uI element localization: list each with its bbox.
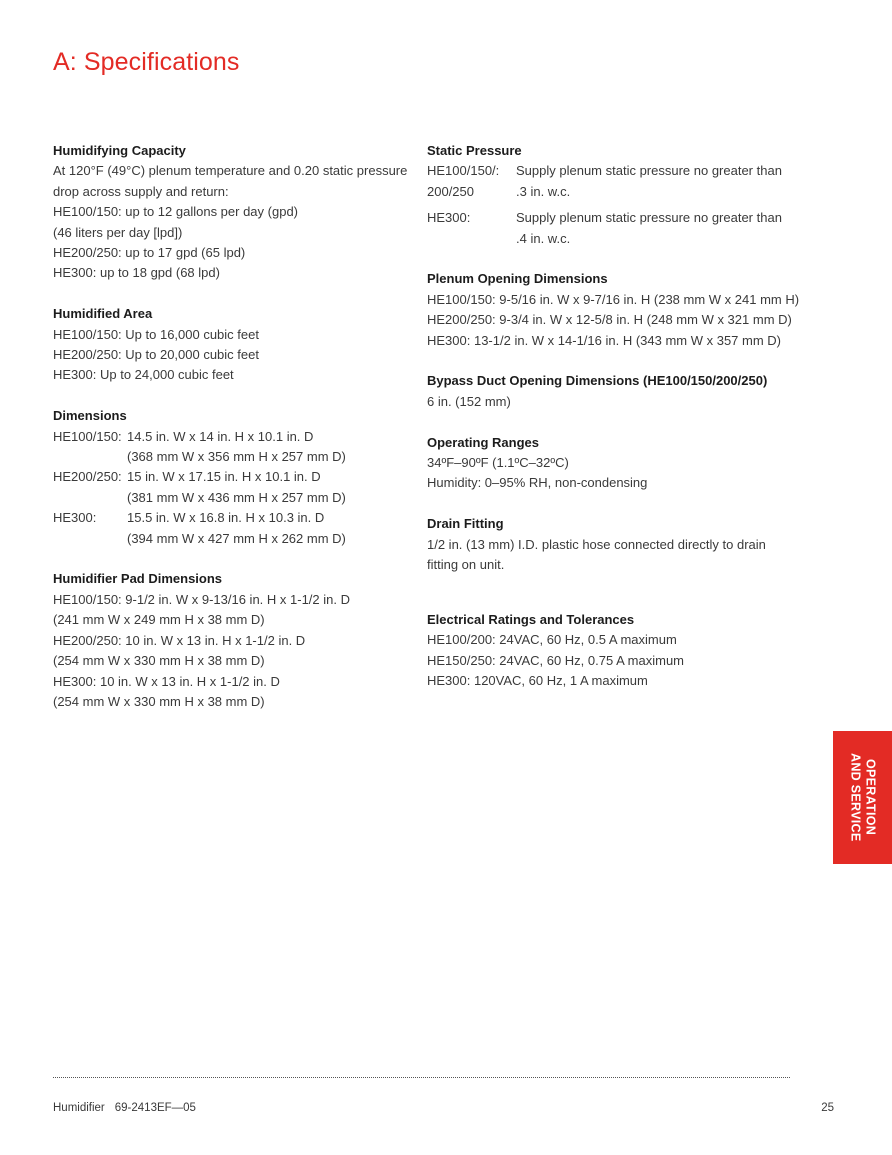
spec-line: At 120°F (49°C) plenum temperature and 0.20 static pressure <box>53 163 408 179</box>
spec-line: HE300: Up to 24,000 cubic feet <box>53 367 234 383</box>
section-heading: Humidified Area <box>53 306 153 322</box>
model-label: HE100/150: <box>53 428 122 444</box>
section-heading: Electrical Ratings and Tolerances <box>427 611 635 627</box>
section-heading: Dimensions <box>53 408 127 424</box>
spec-line: fitting on unit. <box>427 557 505 573</box>
spec-line: HE200/250: 10 in. W x 13 in. H x 1-1/2 in. D <box>53 632 306 648</box>
spec-line: drop across supply and return: <box>53 183 229 199</box>
footer-doc-number: 69-2413EF—05 <box>114 1102 196 1114</box>
spec-line: HE100/150: up to 12 gallons per day (gpd) <box>53 204 299 220</box>
footer-doc-info <box>53 1102 196 1114</box>
spec-value: Supply plenum static pressure no greater than .4 in. w.c. <box>516 210 782 246</box>
spec-line: HE100/200: 24VAC, 60 Hz, 0.5 A maximum <box>427 632 677 648</box>
spec-line: 1/2 in. (13 mm) I.D. plastic hose connected directly to drain <box>427 536 766 552</box>
side-tab-label <box>848 753 878 842</box>
plenum-opening-section <box>427 269 827 351</box>
model-label: HE300: <box>53 510 97 526</box>
spec-line: HE200/250: 9-3/4 in. W x 12-5/8 in. H (248 mm W x 321 mm D) <box>427 312 792 328</box>
spec-line: 14.5 in. W x 14 in. H x 10.1 in. D <box>127 428 314 444</box>
section-heading: Humidifying Capacity <box>53 143 186 158</box>
spec-line: 34ºF–90ºF (1.1ºC–32ºC) <box>427 455 569 471</box>
left-column <box>53 141 423 733</box>
spec-line: HE300: 10 in. W x 13 in. H x 1-1/2 in. D <box>53 673 280 689</box>
spec-line: (254 mm W x 330 mm H x 38 mm D) <box>53 693 265 709</box>
spec-line: (368 mm W x 356 mm H x 257 mm D) <box>127 449 346 465</box>
side-tab-line: OPERATION <box>863 759 878 836</box>
bypass-duct-section <box>427 371 827 412</box>
spec-line: (241 mm W x 249 mm H x 38 mm D) <box>53 612 265 628</box>
spec-line: (46 liters per day [lpd]) <box>53 224 183 240</box>
section-heading: Operating Ranges <box>427 434 539 450</box>
spec-value: Supply plenum static pressure no greater than .3 in. w.c. <box>516 163 782 199</box>
static-pressure-section <box>427 141 827 249</box>
spec-line: 6 in. (152 mm) <box>427 393 511 409</box>
spec-line: (254 mm W x 330 mm H x 38 mm D) <box>53 653 265 669</box>
humidified-area-section <box>53 304 423 386</box>
model-label: HE100/150/: <box>427 163 500 179</box>
section-heading: Plenum Opening Dimensions <box>427 271 608 287</box>
static-pressure-row <box>427 208 827 249</box>
spec-line: HE200/250: Up to 20,000 cubic feet <box>53 347 259 363</box>
section-heading: Static Pressure <box>427 143 522 158</box>
dimension-row <box>53 508 423 549</box>
static-pressure-row <box>427 161 827 202</box>
drain-fitting-section <box>427 514 827 575</box>
footer-product: Humidifier <box>53 1102 105 1114</box>
spec-line: Humidity: 0–95% RH, non-condensing <box>427 475 648 491</box>
model-label: HE300: <box>427 210 471 226</box>
spec-line: HE200/250: up to 17 gpd (65 lpd) <box>53 245 246 261</box>
right-column <box>427 141 827 712</box>
footer-divider <box>53 1077 790 1078</box>
spec-line: HE300: 120VAC, 60 Hz, 1 A maximum <box>427 673 648 689</box>
dimensions-section <box>53 406 423 549</box>
side-tab-line: AND SERVICE <box>848 753 863 842</box>
dimension-row <box>53 467 423 508</box>
spec-line: 15.5 in. W x 16.8 in. H x 10.3 in. D <box>127 510 325 526</box>
spec-line: HE100/150: Up to 16,000 cubic feet <box>53 326 259 342</box>
spec-line: HE100/150: 9-1/2 in. W x 9-13/16 in. H x 1-1/2 in. D <box>53 591 350 607</box>
model-label: HE200/250: <box>53 469 122 485</box>
spacer <box>427 596 827 610</box>
spec-line: 15 in. W x 17.15 in. H x 10.1 in. D <box>127 469 321 485</box>
section-side-tab <box>833 731 892 864</box>
humidifying-capacity-section <box>53 141 423 284</box>
spec-line: HE300: 13-1/2 in. W x 14-1/16 in. H (343 mm W x 357 mm D) <box>427 332 782 348</box>
dimension-row <box>53 427 423 468</box>
spec-line: (394 mm W x 427 mm H x 262 mm D) <box>127 530 346 546</box>
spec-line: HE300: up to 18 gpd (68 lpd) <box>53 265 220 281</box>
spec-line: HE150/250: 24VAC, 60 Hz, 0.75 A maximum <box>427 652 685 668</box>
spec-line: (381 mm W x 436 mm H x 257 mm D) <box>127 489 346 505</box>
operating-ranges-section <box>427 433 827 494</box>
section-heading: Bypass Duct Opening Dimensions (HE100/150/200/250) <box>427 373 768 389</box>
model-label: 200/250 <box>427 183 474 199</box>
electrical-section <box>427 610 827 692</box>
section-heading: Humidifier Pad Dimensions <box>53 571 223 587</box>
page-number: 25 <box>821 1102 834 1114</box>
section-heading: Drain Fitting <box>427 516 504 532</box>
page-title: A: Specifications <box>53 48 240 76</box>
spec-line: HE100/150: 9-5/16 in. W x 9-7/16 in. H (238 mm W x 241 mm H) <box>427 291 800 307</box>
pad-dimensions-section <box>53 569 423 712</box>
